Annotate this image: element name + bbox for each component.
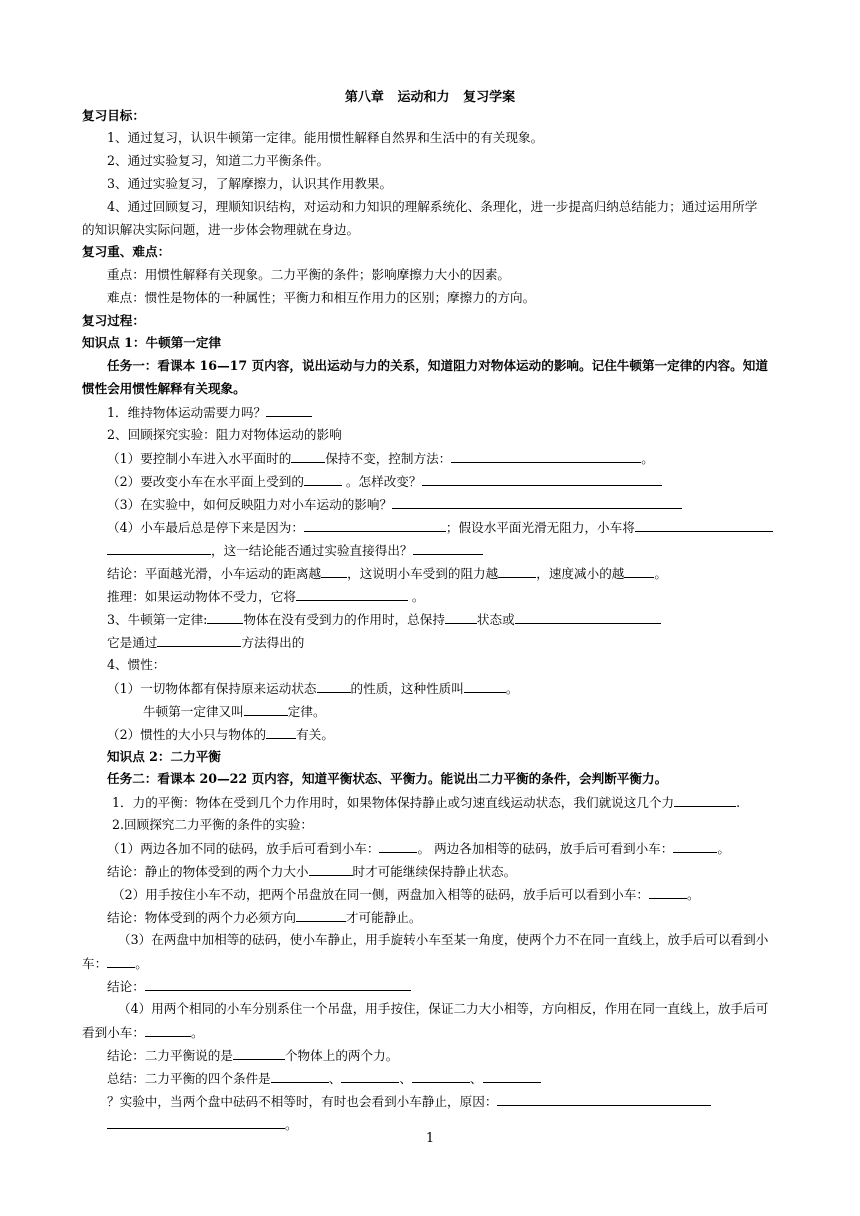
text: 。	[686, 887, 700, 902]
blank[interactable]	[445, 610, 477, 624]
blank[interactable]	[107, 1115, 285, 1129]
balance-question-2	[112, 816, 313, 834]
balance-question-2-3-cont	[82, 954, 148, 973]
text: 时才可能继续保持静止状态。	[352, 864, 517, 879]
question-4-1	[107, 679, 518, 698]
question-2-4-cont	[107, 541, 483, 560]
conclusion-friction	[107, 564, 667, 583]
text: （3）在实验中，如何反映阻力对小车运动的影响？	[107, 497, 393, 512]
blank[interactable]	[304, 518, 446, 532]
text: （1）要控制小车进入水平面时的	[107, 451, 292, 466]
text: 车：	[82, 956, 108, 971]
text: 复习目标：	[82, 108, 145, 123]
text: .	[736, 795, 741, 810]
blank[interactable]	[413, 541, 483, 555]
text: （1）一切物体都有保持原来运动状态	[107, 681, 317, 696]
blank[interactable]	[422, 472, 662, 486]
goal-4	[107, 198, 757, 216]
blank[interactable]	[107, 541, 211, 555]
text: 2、通过实验复习，知道二力平衡条件。	[107, 153, 330, 168]
text: 的知识解决实际问题，进一步体会物理就在身边。	[82, 222, 360, 237]
text: 1．力的平衡：物体在受到几个力作用时，如果物体保持静止或匀速直线运动状态，我们就说这几个力	[112, 795, 675, 810]
text: 、	[469, 1071, 483, 1086]
difficult-point	[107, 289, 535, 307]
text: 定律。	[287, 704, 326, 719]
blank[interactable]	[304, 472, 342, 486]
text: （1）两边各加不同的砝码，放手后可看到小车：	[107, 841, 380, 856]
text: （3）在两盘中加相等的砝码，使小车静止，用手旋转小车至某一角度，使两个力不在同一直线上，放手后可以看到小	[118, 932, 769, 947]
summary-conditions	[107, 1069, 541, 1088]
text: 结论：静止的物体受到的两个力大小	[107, 864, 309, 879]
blank[interactable]	[317, 679, 351, 693]
text: 2、回顾探究实验：阻力对物体运动的影响	[107, 427, 342, 442]
text: ，这说明小车受到的阻力越	[347, 566, 499, 581]
text: 物体在没有受到力的作用时，总保持	[243, 612, 445, 627]
blank[interactable]	[207, 610, 243, 624]
text: 结论：物体受到的两个力必须方向	[107, 910, 296, 925]
blank[interactable]	[309, 862, 353, 876]
blank[interactable]	[233, 1046, 285, 1060]
blank[interactable]	[341, 1069, 399, 1083]
text: 复习重、难点：	[82, 244, 171, 259]
text: （4）用两个相同的小车分别系住一个吊盘，用手按住，保证二力大小相等，方向相反，作用在同一直线上，放手后可	[118, 1001, 769, 1016]
question-4-2	[107, 725, 334, 744]
text: 4、通过回顾复习，理顺知识结构，对运动和力知识的理解系统化、条理化，进一步提高归纳总结能力；通过运用所学	[107, 199, 758, 214]
text: （4）小车最后总是停下来是因为：	[107, 520, 304, 535]
conclusion-line	[107, 977, 411, 996]
question-2	[107, 426, 342, 444]
text: 牛顿第一定律又叫	[143, 704, 244, 719]
text: 个物体上的两个力。	[284, 1048, 399, 1063]
blank[interactable]	[244, 702, 288, 716]
text: 3、通过实验复习，了解摩擦力，认识其作用教果。	[107, 176, 393, 191]
text: 复习过程：	[82, 313, 145, 328]
blank[interactable]	[498, 564, 536, 578]
question-3	[107, 610, 661, 629]
document-title: 第八章 运动和力 复习学案	[344, 90, 516, 105]
blank[interactable]	[157, 633, 241, 647]
blank[interactable]	[497, 1092, 711, 1106]
text: 3、牛顿第一定律:	[107, 612, 208, 627]
blank[interactable]	[379, 839, 417, 853]
section-heading-key-points	[82, 243, 170, 261]
text: 的性质，这种性质叫	[350, 681, 464, 696]
question-2-4	[107, 518, 773, 537]
blank[interactable]	[635, 518, 773, 532]
section-heading-goals	[82, 107, 145, 125]
goal-4-cont	[82, 221, 359, 239]
blank[interactable]	[673, 839, 717, 853]
question-2-2	[107, 472, 662, 491]
blank[interactable]	[412, 1069, 470, 1083]
blank[interactable]	[392, 495, 682, 509]
task-1-cont	[82, 380, 246, 398]
key-point	[107, 266, 510, 284]
blank[interactable]	[266, 403, 312, 417]
text: ；假设水平面光滑无阻力，小车将	[445, 520, 635, 535]
blank[interactable]	[145, 977, 411, 991]
blank[interactable]	[464, 679, 506, 693]
conclusion-size	[107, 862, 516, 881]
experiment-question	[107, 1092, 711, 1111]
text: 。	[135, 956, 148, 971]
goal-2	[107, 152, 329, 170]
knowledge-point-1-heading	[82, 334, 221, 352]
text: （2）要改变小车在水平面上受到的	[107, 474, 304, 489]
text: 知识点 1：牛顿第一定律	[82, 335, 222, 350]
text: 惯性会用惯性解释有关现象。	[82, 381, 246, 396]
text: 保持不变，控制方法：	[325, 451, 452, 466]
text: 状态或	[476, 612, 515, 627]
text: ，这一结论能否通过实验直接得出？	[211, 543, 413, 558]
blank[interactable]	[483, 1069, 541, 1083]
text: 4、惯性：	[107, 657, 166, 672]
text: （2）惯性的大小只与物体的	[107, 727, 267, 742]
blank[interactable]	[291, 449, 325, 463]
balance-question-1	[112, 793, 740, 812]
blank[interactable]	[271, 1069, 329, 1083]
text: 重点：用惯性解释有关现象。二力平衡的条件；影响摩擦力大小的因素。	[107, 267, 510, 282]
blank[interactable]	[266, 725, 296, 739]
text: 总结：二力平衡的四个条件是	[107, 1071, 271, 1086]
text: 任务一：看课本 16—17 页内容，说出运动与力的关系，知道阻力对物体运动的影响。记住牛顿第一定律的内容。知道	[107, 358, 768, 373]
section-heading-process	[82, 312, 145, 330]
text: 结论：二力平衡说的是	[107, 1048, 233, 1063]
task-1	[107, 357, 768, 375]
conclusion-direction	[107, 908, 421, 927]
text: 。	[190, 1025, 204, 1040]
text: 。	[641, 451, 654, 466]
conclusion-same-object	[107, 1046, 398, 1065]
text: 才可能静止。	[345, 910, 422, 925]
text: 。怎样改变？	[341, 474, 422, 489]
text: 看到小车：	[82, 1025, 145, 1040]
blank[interactable]	[321, 564, 347, 578]
question-3-cont	[107, 633, 304, 652]
text: 、	[399, 1071, 412, 1086]
text: 任务二：看课本 20—22 页内容，知道平衡状态、平衡力。能说出二力平衡的条件，会判断平衡力。	[107, 771, 668, 786]
text: 结论：平面越光滑，小车运动的距离越	[107, 566, 322, 581]
balance-question-2-4	[118, 1000, 768, 1018]
page-number: 1	[425, 1131, 435, 1146]
balance-question-2-3	[118, 931, 768, 949]
text: 。 两边各加相等的砝码，放手后可看到小车：	[417, 841, 674, 856]
blank[interactable]	[145, 1023, 191, 1037]
question-2-3	[107, 495, 682, 514]
text: 结论：	[107, 979, 145, 994]
text: 知识点 2：二力平衡	[107, 749, 221, 764]
question-1	[107, 403, 312, 422]
balance-question-2-1	[107, 839, 730, 858]
text: 1．维持物体运动需要力吗？	[107, 405, 267, 420]
text: ，速度减小的越	[536, 566, 625, 581]
question-2-1	[107, 449, 654, 468]
goal-3	[107, 175, 392, 193]
balance-question-2-4-cont	[82, 1023, 204, 1042]
text: 难点：惯性是物体的一种属性；平衡力和相互作用力的区别；摩擦力的方向。	[107, 290, 536, 305]
text: 。	[717, 841, 730, 856]
text: 、	[328, 1071, 342, 1086]
text: 1、通过复习，认识牛顿第一定律。能用惯性解释自然界和生活中的有关现象。	[107, 130, 544, 145]
blank[interactable]	[515, 610, 661, 624]
balance-question-2-2	[112, 885, 700, 904]
blank[interactable]	[674, 793, 736, 807]
goal-1	[107, 129, 543, 147]
blank[interactable]	[451, 449, 641, 463]
text: 。	[505, 681, 519, 696]
text: 方法得出的	[241, 635, 305, 650]
text: 。	[407, 589, 425, 604]
task-2	[107, 770, 667, 788]
blank[interactable]	[107, 954, 135, 968]
text: 2.回顾探究二力平衡的条件的实验：	[112, 817, 313, 832]
inference	[107, 587, 425, 606]
blank[interactable]	[649, 885, 687, 899]
blank[interactable]	[296, 587, 408, 601]
text: 推理：如果运动物体不受力，它将	[107, 589, 296, 604]
text: 有关。	[296, 727, 334, 742]
text: 。	[285, 1117, 298, 1132]
text: （2）用手按住小车不动，把两个吊盘放在同一侧，两盘加入相等的砝码，放手后可以看到小车：	[112, 887, 649, 902]
text: ？实验中，当两个盘中砝码不相等时，有时也会看到小车静止，原因：	[107, 1094, 498, 1109]
blank[interactable]	[296, 908, 346, 922]
question-4-1-cont	[143, 702, 326, 721]
text: 。	[654, 566, 667, 581]
knowledge-point-2-heading	[107, 748, 221, 766]
blank[interactable]	[624, 564, 654, 578]
question-4	[107, 656, 165, 674]
text: 它是通过	[107, 635, 158, 650]
